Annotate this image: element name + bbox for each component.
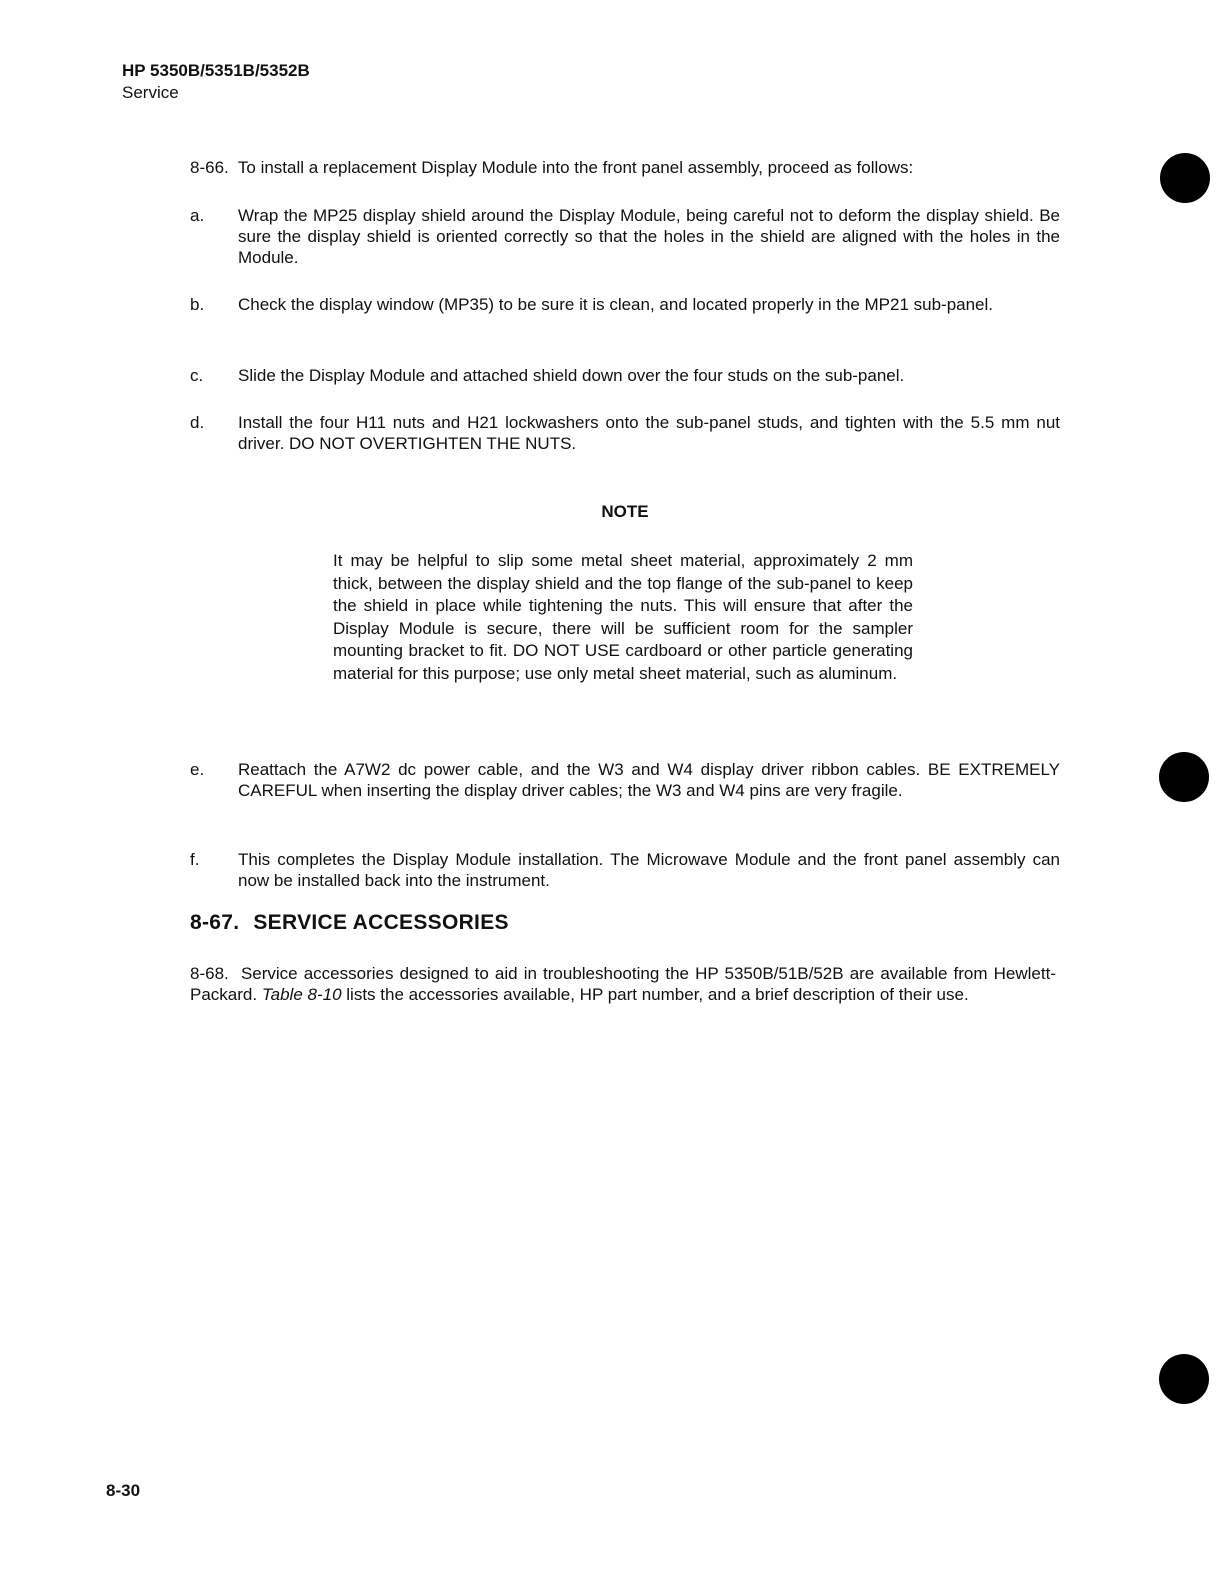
- paragraph-number: 8-68.: [190, 964, 229, 983]
- step-text: Wrap the MP25 display shield around the Display Module, being careful not to deform the display shield. Be sure the display shield is oriented correctly so that the holes in the shield are aligned with the holes in the Module.: [238, 206, 1060, 267]
- binder-hole: [1159, 752, 1209, 802]
- section-label: Service: [122, 83, 179, 102]
- step-letter: a.: [190, 206, 205, 225]
- paragraph-8-66: [190, 157, 1070, 178]
- step-letter: d.: [190, 413, 205, 432]
- step-d: [190, 412, 1060, 454]
- section-number: 8-67.: [190, 911, 240, 934]
- step-f: [190, 849, 1060, 891]
- step-letter: e.: [190, 760, 205, 779]
- note-body: It may be helpful to slip some metal sheet material, approximately 2 mm thick, between the display shield and the top flange of the sub-panel to keep the shield in place while tightening the nuts. This will ensure that after the Display Module is secure, there will be sufficient room for the sampler mounting bracket to fit. DO NOT USE cardboard or other particle generating material for this purpose; use only metal sheet material, such as aluminum.: [333, 551, 913, 683]
- paragraph-text-after: lists the accessories available, HP part number, and a brief description of their use.: [346, 985, 969, 1004]
- step-letter: c.: [190, 366, 204, 385]
- section-heading: [190, 911, 509, 935]
- step-letter: f.: [190, 850, 200, 869]
- note-title: NOTE: [601, 502, 649, 521]
- model-number: HP 5350B/5351B/5352B: [122, 61, 310, 80]
- step-letter: b.: [190, 295, 205, 314]
- paragraph-8-68: [190, 963, 1056, 1005]
- step-e: [190, 759, 1060, 801]
- step-a: [190, 205, 1060, 268]
- binder-hole: [1159, 1354, 1209, 1404]
- paragraph-text-before: Service accessories designed to aid in troubleshooting the HP 5350B/51B/52B are available from Hewlett-Packard.: [190, 964, 1056, 1004]
- binder-hole: [1160, 153, 1210, 203]
- step-text: Install the four H11 nuts and H21 lockwashers onto the sub-panel studs, and tighten with the 5.5 mm nut driver. DO NOT OVERTIGHTEN THE NUTS.: [238, 413, 1060, 453]
- step-text: This completes the Display Module installation. The Microwave Module and the front panel assembly can now be installed back into the instrument.: [238, 850, 1060, 890]
- table-reference: Table 8-10: [261, 985, 342, 1004]
- section-title: SERVICE ACCESSORIES: [253, 911, 509, 934]
- step-text: Slide the Display Module and attached shield down over the four studs on the sub-panel.: [238, 366, 905, 385]
- paragraph-text: To install a replacement Display Module into the front panel assembly, proceed as follows:: [237, 158, 914, 177]
- page-header: [122, 60, 310, 104]
- step-c: [190, 365, 1060, 386]
- page-number: 8-30: [106, 1481, 141, 1500]
- step-text: Check the display window (MP35) to be sure it is clean, and located properly in the MP21 sub-panel.: [238, 295, 994, 314]
- step-b: [190, 294, 1060, 315]
- paragraph-number: 8-66.: [190, 158, 229, 177]
- step-text: Reattach the A7W2 dc power cable, and the W3 and W4 display driver ribbon cables. BE EXTREMELY CAREFUL when inserting the display driver cables; the W3 and W4 pins are very fragile.: [238, 760, 1060, 800]
